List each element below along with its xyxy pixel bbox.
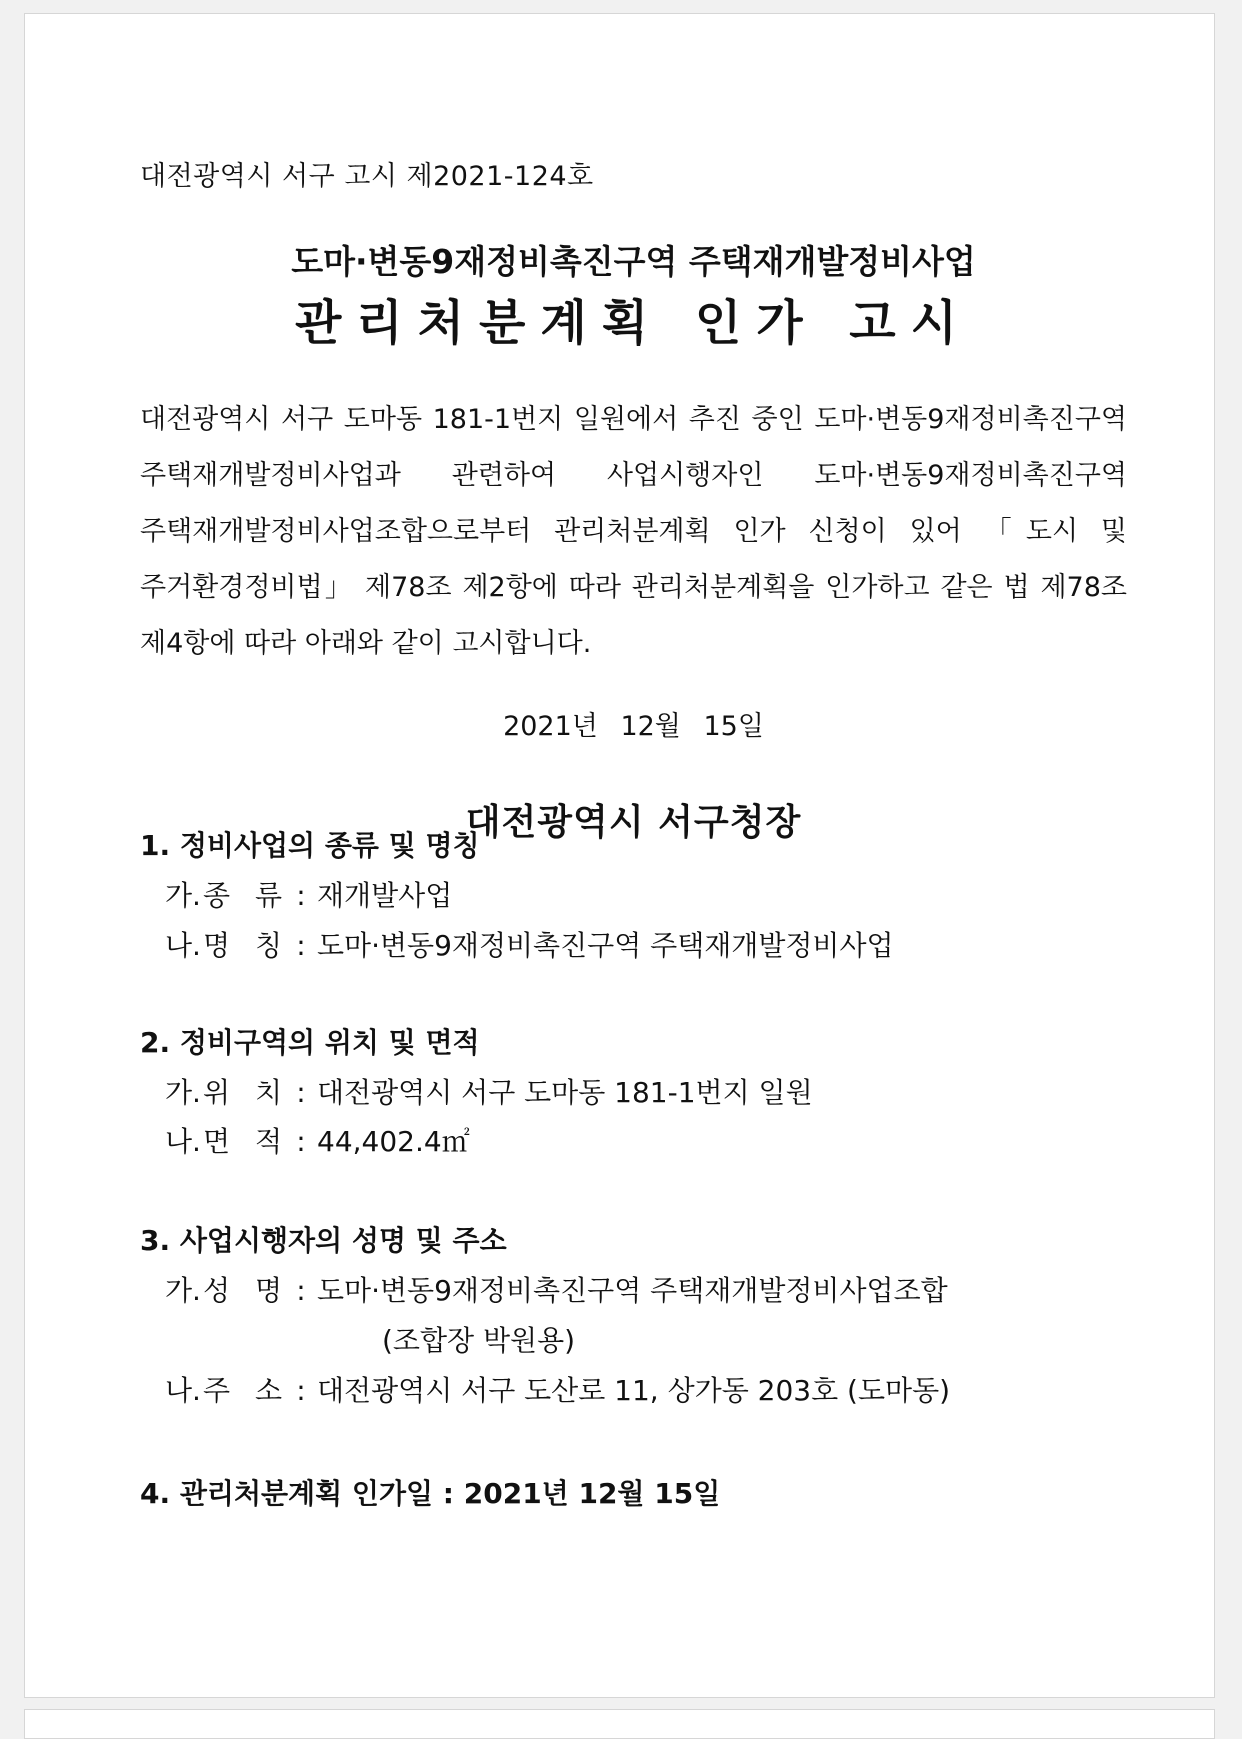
item-label-first: 종 [203, 879, 231, 912]
item-label-second: 적 [255, 1125, 283, 1158]
notice-body: 대전광역시 서구 도마동 181-1번지 일원에서 추진 중인 도마·변동9재정비촉진구역 주택재개발정비사업과 관련하여 사업시행자인 도마·변동9재정비촉진구역 주택재개발정비사업조합으로부터 관리처분계획 인가 신청이 있어 「도시 및 주거환경정비법」 제78조 제2항에 따라 관리처분계획을 인가하고 같은 법 제78조 제4항에 따라 아래와 같이 고시합니다. [140, 404, 1127, 659]
next-page-edge [24, 1709, 1215, 1739]
item-value-continuation: (조합장 박원용) [382, 1324, 576, 1357]
item-marker: 나. [165, 1125, 201, 1158]
item-value: 44,402.4㎡ [317, 1125, 470, 1158]
section-heading: 1. 정비사업의 종류 및 명칭 [140, 829, 480, 862]
section-heading: 2. 정비구역의 위치 및 면적 [140, 1026, 480, 1059]
item-colon: : [296, 879, 306, 912]
item-marker: 가. [165, 1076, 201, 1109]
list-item [165, 1269, 948, 1309]
item-value: 대전광역시 서구 도산로 11, 상가동 203호 (도마동) [317, 1374, 951, 1407]
item-marker: 가. [165, 1274, 201, 1307]
item-label-second: 소 [255, 1374, 283, 1407]
item-value: 대전광역시 서구 도마동 181-1번지 일원 [317, 1076, 813, 1109]
item-marker: 나. [165, 929, 201, 962]
item-label-second: 치 [255, 1076, 283, 1109]
title-main: 관리처분계획 인가 고시 [294, 295, 973, 351]
item-label-first: 면 [203, 1125, 231, 1158]
item-value: 도마·변동9재정비촉진구역 주택재개발정비사업조합 [317, 1274, 948, 1307]
item-colon: : [296, 1374, 306, 1407]
section-heading: 3. 사업시행자의 성명 및 주소 [140, 1224, 507, 1257]
item-value: 도마·변동9재정비촉진구역 주택재개발정비사업 [317, 929, 894, 962]
item-colon: : [296, 1076, 306, 1109]
item-colon: : [296, 1125, 306, 1158]
issuer-name: 대전광역시 서구청장 [465, 802, 802, 843]
item-colon: : [296, 929, 306, 962]
item-label-second: 칭 [255, 929, 283, 962]
notice-date: 2021년 12월 15일 [503, 711, 764, 742]
list-item [165, 1369, 950, 1409]
item-label-first: 위 [203, 1076, 231, 1109]
list-item [165, 1120, 470, 1160]
item-label-second: 류 [255, 879, 283, 912]
item-colon: : [296, 1274, 306, 1307]
item-label-first: 성 [203, 1274, 231, 1307]
notice-number: 대전광역시 서구 고시 제2021-124호 [140, 161, 594, 192]
section-heading: 4. 관리처분계획 인가일 : 2021년 12월 15일 [140, 1477, 721, 1510]
list-item [165, 924, 894, 964]
item-value: 재개발사업 [317, 879, 453, 912]
item-marker: 가. [165, 879, 201, 912]
item-marker: 나. [165, 1374, 201, 1407]
item-label-second: 명 [255, 1274, 283, 1307]
list-item [165, 1071, 813, 1111]
item-label-first: 주 [203, 1374, 231, 1407]
title-subject: 도마·변동9재정비촉진구역 주택재개발정비사업 [291, 242, 976, 281]
item-label-first: 명 [203, 929, 231, 962]
document-page [24, 13, 1215, 1698]
list-item [165, 874, 452, 914]
